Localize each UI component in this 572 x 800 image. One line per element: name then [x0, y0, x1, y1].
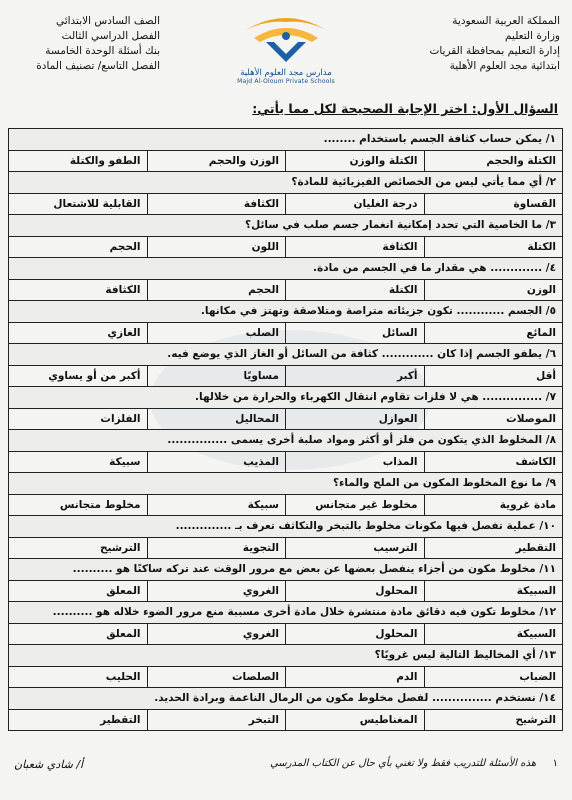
question-stem-row — [9, 559, 563, 581]
answer-option[interactable]: الصلب — [147, 322, 286, 344]
answer-option[interactable]: الكتلة — [424, 236, 563, 258]
question-stem: ١٣/ أي المخاليط التالية ليس غرويًا؟ — [9, 645, 563, 667]
answer-option[interactable]: الحجم — [147, 279, 286, 301]
answer-option[interactable]: المعلق — [9, 623, 148, 645]
question-stem: ١١/ مخلوط مكون من أجزاء ينفصل بعضها عن بعض مع مرور الوقت عند تركه ساكنًا هو .......... — [9, 559, 563, 581]
answer-option[interactable]: مخلوط غير متجانس — [286, 494, 425, 516]
answer-option[interactable]: أكبر — [286, 365, 425, 387]
page-number: ١ — [552, 758, 558, 769]
answer-option[interactable]: الترشيح — [9, 537, 148, 559]
question-options-row — [9, 451, 563, 473]
question-stem: ١٢/ مخلوط تكون فيه دقائق مادة منتشرة خلال مادة أخرى مسببة منع مرور الضوء خلاله هو .......... — [9, 602, 563, 624]
question-stem: ٧/ ............... هي لا فلزات تقاوم انتقال الكهرباء والحرارة من خلالها. — [9, 387, 563, 409]
answer-option[interactable]: الضباب — [424, 666, 563, 688]
answer-option[interactable]: سبيكة — [9, 451, 148, 473]
question-stem-row — [9, 516, 563, 538]
page-footer — [0, 758, 572, 778]
question-stem-row — [9, 129, 563, 151]
question-stem: ٩/ ما نوع المخلوط المكون من الملح والماء؟ — [9, 473, 563, 495]
answer-option[interactable]: الكتلة — [286, 279, 425, 301]
header-left-line: الفصل الدراسي الثالث — [61, 30, 160, 42]
header-left-line: الصف السادس الابتدائي — [55, 15, 160, 27]
answer-option[interactable]: الكتلة والوزن — [286, 150, 425, 172]
answer-option[interactable]: أقل — [424, 365, 563, 387]
question-options-row — [9, 279, 563, 301]
answer-option[interactable]: مادة غروية — [424, 494, 563, 516]
answer-option[interactable]: الوزن والحجم — [147, 150, 286, 172]
answer-option[interactable]: مخلوط متجانس — [9, 494, 148, 516]
section-title — [252, 101, 558, 116]
header-left — [10, 14, 160, 74]
header-right-line: إدارة التعليم بمحافظة القريات — [429, 45, 560, 57]
question-options-row — [9, 322, 563, 344]
answer-option[interactable]: الموصلات — [424, 408, 563, 430]
answer-option[interactable]: الغروي — [147, 623, 286, 645]
answer-option[interactable]: السائل — [286, 322, 425, 344]
logo-arabic-name: مدارس مجد العلوم الأهلية — [240, 68, 332, 78]
answer-option[interactable]: المحلول — [286, 580, 425, 602]
answer-option[interactable]: الكثافة — [9, 279, 148, 301]
question-stem-row — [9, 301, 563, 323]
question-options-row — [9, 709, 563, 731]
answer-option[interactable]: الترسيب — [286, 537, 425, 559]
header-right — [429, 14, 560, 74]
question-stem: ٣/ ما الخاصية التي تحدد إمكانية انغمار جسم صلب في سائل؟ — [9, 215, 563, 237]
section-title-lead: السؤال الأول: — [471, 101, 558, 116]
answer-option[interactable]: الدم — [286, 666, 425, 688]
answer-option[interactable]: الترشيح — [424, 709, 563, 731]
answer-option[interactable]: التجوية — [147, 537, 286, 559]
answer-option[interactable]: الحجم — [9, 236, 148, 258]
answer-option[interactable]: المحاليل — [147, 408, 286, 430]
question-stem-row — [9, 602, 563, 624]
answer-option[interactable]: المائع — [424, 322, 563, 344]
question-stem-row — [9, 688, 563, 710]
question-options-row — [9, 623, 563, 645]
question-stem: ٦/ يطفو الجسم إذا كان ............. كثافة من السائل أو الغاز الذي يوضع فيه. — [9, 344, 563, 366]
answer-option[interactable]: الكثافة — [147, 193, 286, 215]
answer-option[interactable]: الفلزات — [9, 408, 148, 430]
question-stem: ٢/ أي مما يأتي ليس من الخصائص الفيزيائية للمادة؟ — [9, 172, 563, 194]
header-right-line: المملكة العربية السعودية — [452, 15, 560, 27]
answer-option[interactable]: المذاب — [286, 451, 425, 473]
header-left-line: بنك أسئلة الوحدة الخامسة — [45, 45, 160, 57]
question-stem-row — [9, 344, 563, 366]
answer-option[interactable]: الغازي — [9, 322, 148, 344]
answer-option[interactable]: سبيكة — [147, 494, 286, 516]
teacher-signature: أ/ شادي شعبان — [14, 758, 84, 771]
questions-table — [8, 128, 563, 731]
answer-option[interactable]: الكاشف — [424, 451, 563, 473]
question-stem: ٥/ الجسم ............ تكون جزيئاته متراصة ومتلاصقة وتهتز في مكانها. — [9, 301, 563, 323]
question-stem: ١٤/ نستخدم ............... لفصل مخلوط مكون من الرمال الناعمة وبرادة الحديد. — [9, 688, 563, 710]
answer-option[interactable]: المعلق — [9, 580, 148, 602]
answer-option[interactable]: التقطير — [424, 537, 563, 559]
header-right-line: وزارة التعليم — [505, 30, 560, 42]
answer-option[interactable]: القساوة — [424, 193, 563, 215]
answer-option[interactable]: الكتلة والحجم — [424, 150, 563, 172]
answer-option[interactable]: الصلصات — [147, 666, 286, 688]
answer-option[interactable]: أكبر من أو يساوي — [9, 365, 148, 387]
answer-option[interactable]: الوزن — [424, 279, 563, 301]
question-stem-row — [9, 258, 563, 280]
question-options-row — [9, 666, 563, 688]
question-options-row — [9, 580, 563, 602]
answer-option[interactable]: الكثافة — [286, 236, 425, 258]
question-stem: ١/ يمكن حساب كثافة الجسم باستخدام ........ — [9, 129, 563, 151]
answer-option[interactable]: الغروي — [147, 580, 286, 602]
question-options-row — [9, 408, 563, 430]
question-options-row — [9, 150, 563, 172]
answer-option[interactable]: التبخر — [147, 709, 286, 731]
footer-note: هذه الأسئلة للتدريب فقط ولا تغني بأي حال عن الكتاب المدرسي — [270, 758, 536, 769]
question-options-row — [9, 193, 563, 215]
header-right-line: ابتدائية مجد العلوم الأهلية — [449, 60, 560, 72]
question-stem-row — [9, 387, 563, 409]
section-title-text: اختر الإجابة الصحيحة لكل مما يأتي: — [252, 101, 468, 116]
answer-option[interactable]: العوازل — [286, 408, 425, 430]
question-stem-row — [9, 473, 563, 495]
question-options-row — [9, 494, 563, 516]
logo-english-name: Majd Al-Oloum Private Schools — [237, 78, 335, 85]
question-options-row — [9, 236, 563, 258]
answer-option[interactable]: درجة الغليان — [286, 193, 425, 215]
question-options-row — [9, 365, 563, 387]
answer-option[interactable]: الطفو والكتلة — [9, 150, 148, 172]
question-options-row — [9, 537, 563, 559]
question-stem: ٤/ ............. هي مقدار ما في الجسم من مادة. — [9, 258, 563, 280]
answer-option[interactable]: اللون — [147, 236, 286, 258]
answer-option[interactable]: التقطير — [9, 709, 148, 731]
answer-option[interactable]: المغناطيس — [286, 709, 425, 731]
answer-option[interactable]: السبيكة — [424, 623, 563, 645]
answer-option[interactable]: المحلول — [286, 623, 425, 645]
question-stem: ٨/ المخلوط الذي يتكون من فلز أو أكثر ومواد صلبة أخرى يسمى ............... — [9, 430, 563, 452]
question-stem: ١٠/ عملية تفصل فيها مكونات مخلوط بالتبخر والتكاثف تعرف بـ .............. — [9, 516, 563, 538]
question-stem-row — [9, 430, 563, 452]
answer-option[interactable]: مساويًا — [147, 365, 286, 387]
question-stem-row — [9, 172, 563, 194]
answer-option[interactable]: الحليب — [9, 666, 148, 688]
answer-option[interactable]: القابلية للاشتعال — [9, 193, 148, 215]
header-left-line: الفصل التاسع/ تصنيف المادة — [36, 60, 160, 72]
question-stem-row — [9, 645, 563, 667]
school-logo — [236, 12, 336, 92]
question-stem-row — [9, 215, 563, 237]
answer-option[interactable]: المذيب — [147, 451, 286, 473]
answer-option[interactable]: السبيكة — [424, 580, 563, 602]
school-logo-icon — [236, 12, 336, 64]
